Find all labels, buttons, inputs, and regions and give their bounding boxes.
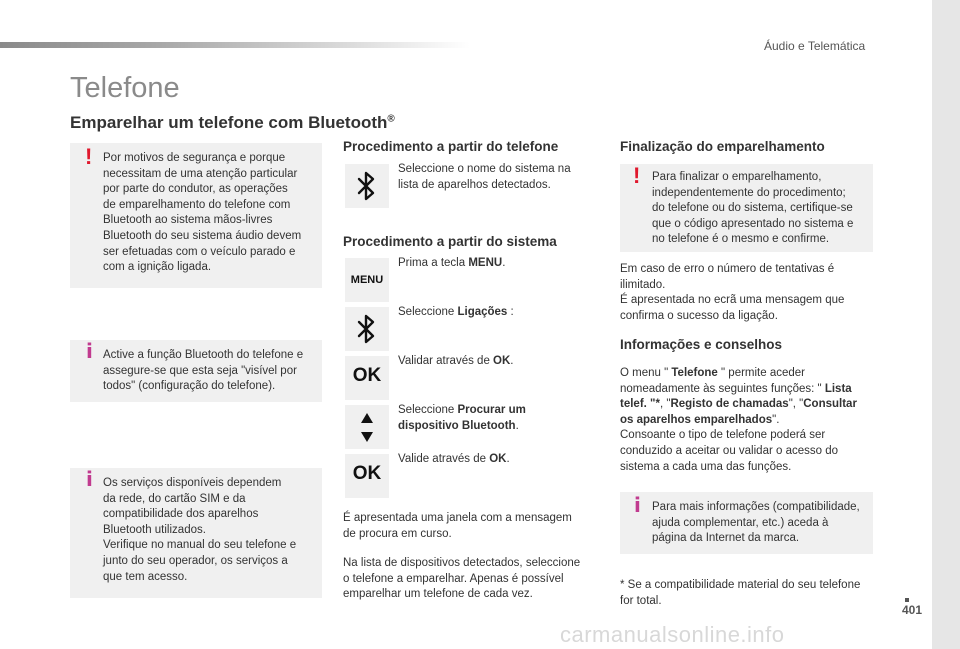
step-3-bold: OK [493, 355, 511, 367]
step-3 [398, 354, 514, 370]
step-2-pre: Seleccione [398, 306, 458, 318]
more-info-box [620, 492, 873, 554]
step-1 [398, 256, 505, 272]
tips-telefone: Telefone [671, 367, 718, 379]
step-2-post: : [507, 306, 514, 318]
watermark: carmanualsonline.info [560, 622, 785, 647]
tips-text [620, 366, 857, 475]
step-2 [398, 305, 514, 321]
step-4-pre: Seleccione [398, 404, 458, 416]
menu-key-label: MENU [350, 274, 384, 286]
ok-key [345, 454, 389, 498]
footnote: * Se a compatibilidade material do seu telefone for total. [620, 579, 861, 607]
tips-registo: Registo de chamadas [670, 398, 789, 411]
info-icon: i [86, 467, 93, 491]
up-down-arrows-icon [345, 405, 389, 449]
search-window-text: É apresentada uma janela com a mensagem de procura em curso. [343, 512, 572, 540]
registered-mark: ® [387, 113, 395, 125]
step-1-pre: Prima a tecla [398, 257, 469, 269]
ok-key-label: OK [352, 463, 382, 484]
warning-icon: ! [633, 163, 641, 188]
step-5 [398, 452, 510, 468]
info-icon: i [86, 339, 93, 363]
bluetooth-icon [345, 307, 389, 351]
step-3-pre: Validar através de [398, 355, 494, 367]
bluetooth-info-text: Active a função Bluetooth do telefone e assegure-se que esta seja "visível por todos" (configuração do telefone). [103, 349, 304, 393]
tips-mid: " permite aceder nomeadamente às seguintes funções: " [620, 367, 822, 395]
section-title [70, 113, 395, 133]
page-dot [905, 598, 909, 602]
step-4-post: . [515, 419, 519, 432]
page-number: 401 [902, 603, 923, 617]
tips-consultar: Consultar os aparelhos emparelhados [620, 398, 857, 426]
side-strip [932, 0, 960, 649]
header-gradient-bar [0, 42, 470, 48]
bluetooth-key [345, 307, 389, 351]
bluetooth-icon [345, 164, 389, 208]
select-phone-text: Na lista de dispositivos detectados, seleccione o telefone a emparelhar. Apenas é possível emparelhar um telefone de cada vez. [343, 557, 581, 601]
up-down-keys [345, 405, 389, 449]
safety-warning-text: Por motivos de segurança e porque necessitam de uma atenção particular por parte do condutor, as operações de emparelhamento do telefone com Bluetooth ao sistema mãos-livres Bluetooth do seu sistema áudio devem ser efetuadas com o veículo parado e com a ignição ligada. [103, 152, 302, 274]
step-5-post: . [506, 453, 510, 465]
step-4 [398, 403, 526, 434]
tips-heading: Informações e conselhos [620, 337, 783, 352]
finalization-warning-box [620, 164, 873, 252]
ok-key [345, 356, 389, 400]
info-icon: i [634, 493, 641, 517]
phone-procedure-heading: Procedimento a partir do telefone [343, 139, 559, 154]
finalization-heading: Finalização do emparelhamento [620, 139, 825, 154]
system-procedure-heading: Procedimento a partir do sistema [343, 234, 557, 249]
finalization-warning-text: Para finalizar o emparelhamento, independentemente do procedimento; do telefone ou do sistema, certifique-se que o código apresentado no sistema e no telefone é o mesmo e confirme. [652, 171, 854, 246]
step-1-post: . [502, 257, 506, 269]
chapter-title: Áudio e Telemática [764, 39, 866, 53]
tips-end: ". Consoante o tipo de telefone poderá ser conduzido a aceitar ou validar o acesso do sistema a cada uma das funções. [620, 413, 839, 473]
safety-warning-box [70, 143, 322, 288]
step-4-bold: Procurar um dispositivo Bluetooth [398, 404, 526, 432]
tips-intro: O menu " [620, 367, 672, 379]
warning-icon: ! [85, 144, 93, 169]
bluetooth-key [345, 164, 389, 208]
step-3-post: . [510, 355, 514, 367]
phone-step-text: Seleccione o nome do sistema na lista de aparelhos detectados. [398, 163, 571, 191]
ok-key-label: OK [352, 365, 382, 386]
error-text: Em caso de erro o número de tentativas é ilimitado. É apresentada no ecrã uma mensagem que confirma o sucesso da ligação. [620, 263, 845, 322]
section-title-text: Emparelhar um telefone com Bluetooth [70, 113, 388, 132]
step-1-bold: MENU [468, 257, 503, 269]
more-info-text: Para mais informações (compatibilidade, ajuda complementar, etc.) aceda à página da Internet da marca. [652, 501, 860, 545]
step-5-pre: Valide através de [398, 453, 490, 465]
tips-lista: Lista telef. "* [620, 382, 852, 411]
menu-key [345, 258, 389, 302]
step-2-bold: Ligações [457, 306, 508, 318]
page-title: Telefone [70, 72, 180, 104]
tips-sep1: , " [659, 398, 671, 411]
services-info-text: Os serviços disponíveis dependem da rede, do cartão SIM e da compatibilidade dos aparelhos Bluetooth utilizados. Verifique no manual do seu telefone e junto do seu operador, os serviços a que tem acesso. [103, 477, 297, 583]
step-5-bold: OK [489, 453, 507, 465]
bluetooth-info-box [70, 340, 322, 402]
services-info-box [70, 468, 322, 598]
tips-sep2: ", " [788, 398, 804, 411]
